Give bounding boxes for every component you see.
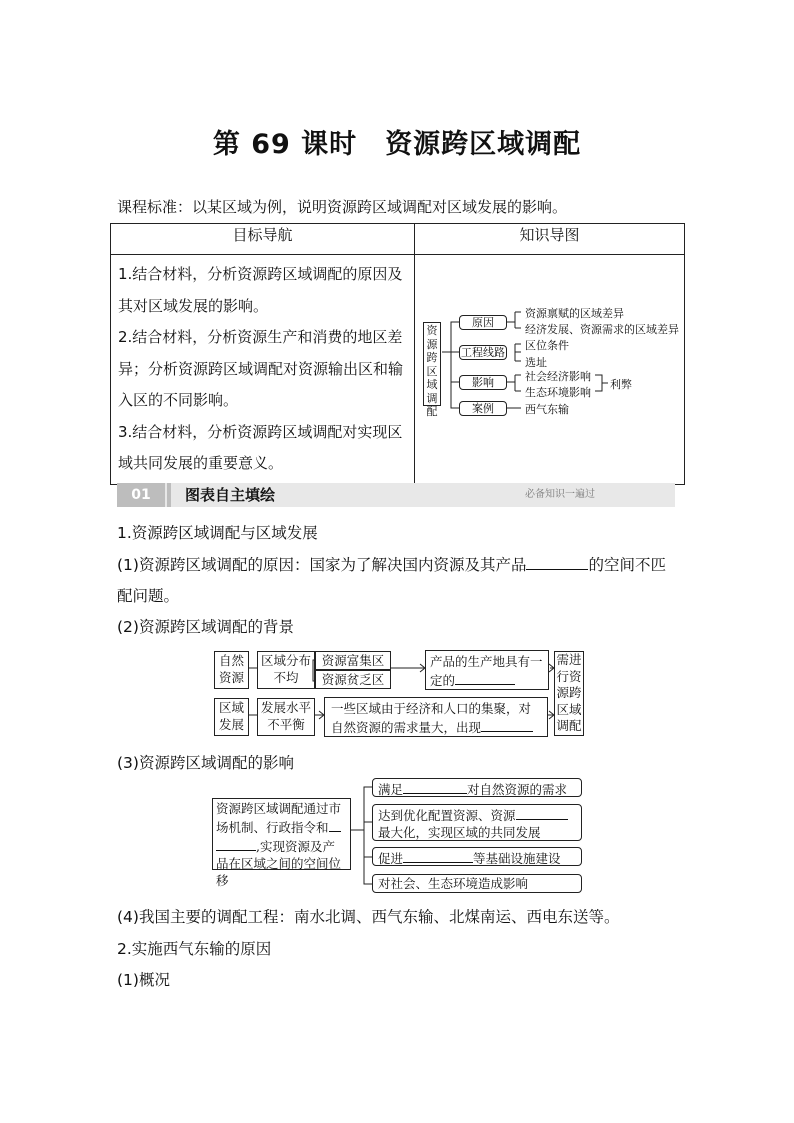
section-number: 01 bbox=[117, 483, 165, 507]
mindmap-branch: 影响 bbox=[459, 375, 507, 390]
box-rich-area: 资源富集区 bbox=[315, 651, 391, 670]
mindmap-leaf: 经济发展、资源需求的区域差异 bbox=[525, 323, 679, 336]
paragraph-impacts: (3)资源跨区域调配的影响 bbox=[117, 754, 294, 772]
box-poor-area: 资源贫乏区 bbox=[315, 670, 391, 689]
mindmap-tail: 利弊 bbox=[610, 378, 632, 391]
box-uneven-distribution: 区域分布不均 bbox=[257, 651, 315, 689]
curriculum-standard: 课程标准：以某区域为例，说明资源跨区域调配对区域发展的影响。 bbox=[117, 198, 568, 216]
paragraph-reason-cont: 配问题。 bbox=[117, 587, 180, 605]
header-goals: 目标导航 bbox=[111, 224, 415, 255]
fill-blank[interactable] bbox=[516, 805, 568, 820]
mindmap-root: 资源跨区域调配 bbox=[423, 322, 441, 406]
box-allocation-mechanism: 资源跨区域调配通过市场机制、行政指令和,实现资源及产品在区域之间的空间位移 bbox=[212, 798, 351, 870]
mindmap-leaf: 生态环境影响 bbox=[525, 386, 591, 399]
fill-blank[interactable] bbox=[455, 670, 515, 685]
goal-item: 2.结合材料，分析资源生产和消费的地区差异；分析资源跨区域调配对资源输出区和输入区的不同影响。 bbox=[118, 328, 404, 409]
box-regional-development: 区域发展 bbox=[214, 698, 249, 736]
heading-2: 2.实施西气东输的原因 bbox=[117, 940, 272, 958]
goal-item: 1.结合材料，分析资源跨区域调配的原因及其对区域发展的影响。 bbox=[118, 265, 403, 315]
fill-blank[interactable] bbox=[216, 836, 256, 851]
mindmap-leaf: 选址 bbox=[525, 356, 547, 369]
paragraph-projects: (4)我国主要的调配工程：南水北调、西气东输、北煤南运、西电东送等。 bbox=[117, 908, 620, 926]
box-natural-resources: 自然资源 bbox=[214, 651, 249, 689]
box-impact-environment: 对社会、生态环境造成影响 bbox=[372, 874, 582, 893]
header-mindmap: 知识导图 bbox=[415, 224, 685, 255]
paragraph-reason: (1)资源跨区域调配的原因：国家为了解决国内资源及其产品 的空间不匹 bbox=[117, 556, 666, 574]
mindmap-branch: 原因 bbox=[459, 315, 507, 330]
section-subtitle: 必备知识一遍过 bbox=[525, 489, 595, 500]
box-product-location: 产品的生产地具有一定的 bbox=[425, 650, 549, 690]
mindmap-branch: 案例 bbox=[459, 401, 507, 416]
box-impact-infrastructure: 促进 等基础设施建设 bbox=[372, 847, 582, 866]
page-title: 第 69 课时 资源跨区域调配 bbox=[212, 129, 582, 160]
fill-blank[interactable] bbox=[403, 779, 467, 794]
heading-1: 1.资源跨区域调配与区域发展 bbox=[117, 524, 318, 542]
box-need-allocation: 需进行资源跨区域调配 bbox=[554, 651, 584, 736]
box-demand: 一些区域由于经济和人口的集聚，对自然资源的需求量大，出现 bbox=[324, 697, 548, 737]
mindmap-leaf: 西气东输 bbox=[525, 403, 569, 416]
mindmap-leaf: 社会经济影响 bbox=[525, 370, 591, 383]
goal-item: 3.结合材料，分析资源跨区域调配对实现区域共同发展的重要意义。 bbox=[118, 422, 403, 472]
mindmap-branch: 工程线路 bbox=[461, 346, 505, 359]
section-title: 图表自主填绘 bbox=[185, 486, 276, 504]
fill-blank[interactable] bbox=[329, 817, 341, 832]
box-impact-optimize: 达到优化配置资源、资源 最大化，实现区域的共同发展 bbox=[372, 804, 582, 841]
paragraph-background: (2)资源跨区域调配的背景 bbox=[117, 618, 294, 636]
fill-blank[interactable] bbox=[403, 848, 473, 863]
box-impact-meet-demand: 满足 对自然资源的需求 bbox=[372, 778, 582, 797]
box-imbalance: 发展水平不平衡 bbox=[257, 698, 315, 736]
mindmap-leaf: 资源禀赋的区域差异 bbox=[525, 307, 624, 320]
mindmap-leaf: 区位条件 bbox=[525, 339, 569, 352]
fill-blank[interactable] bbox=[481, 717, 533, 732]
paragraph-overview: (1)概况 bbox=[117, 971, 170, 989]
